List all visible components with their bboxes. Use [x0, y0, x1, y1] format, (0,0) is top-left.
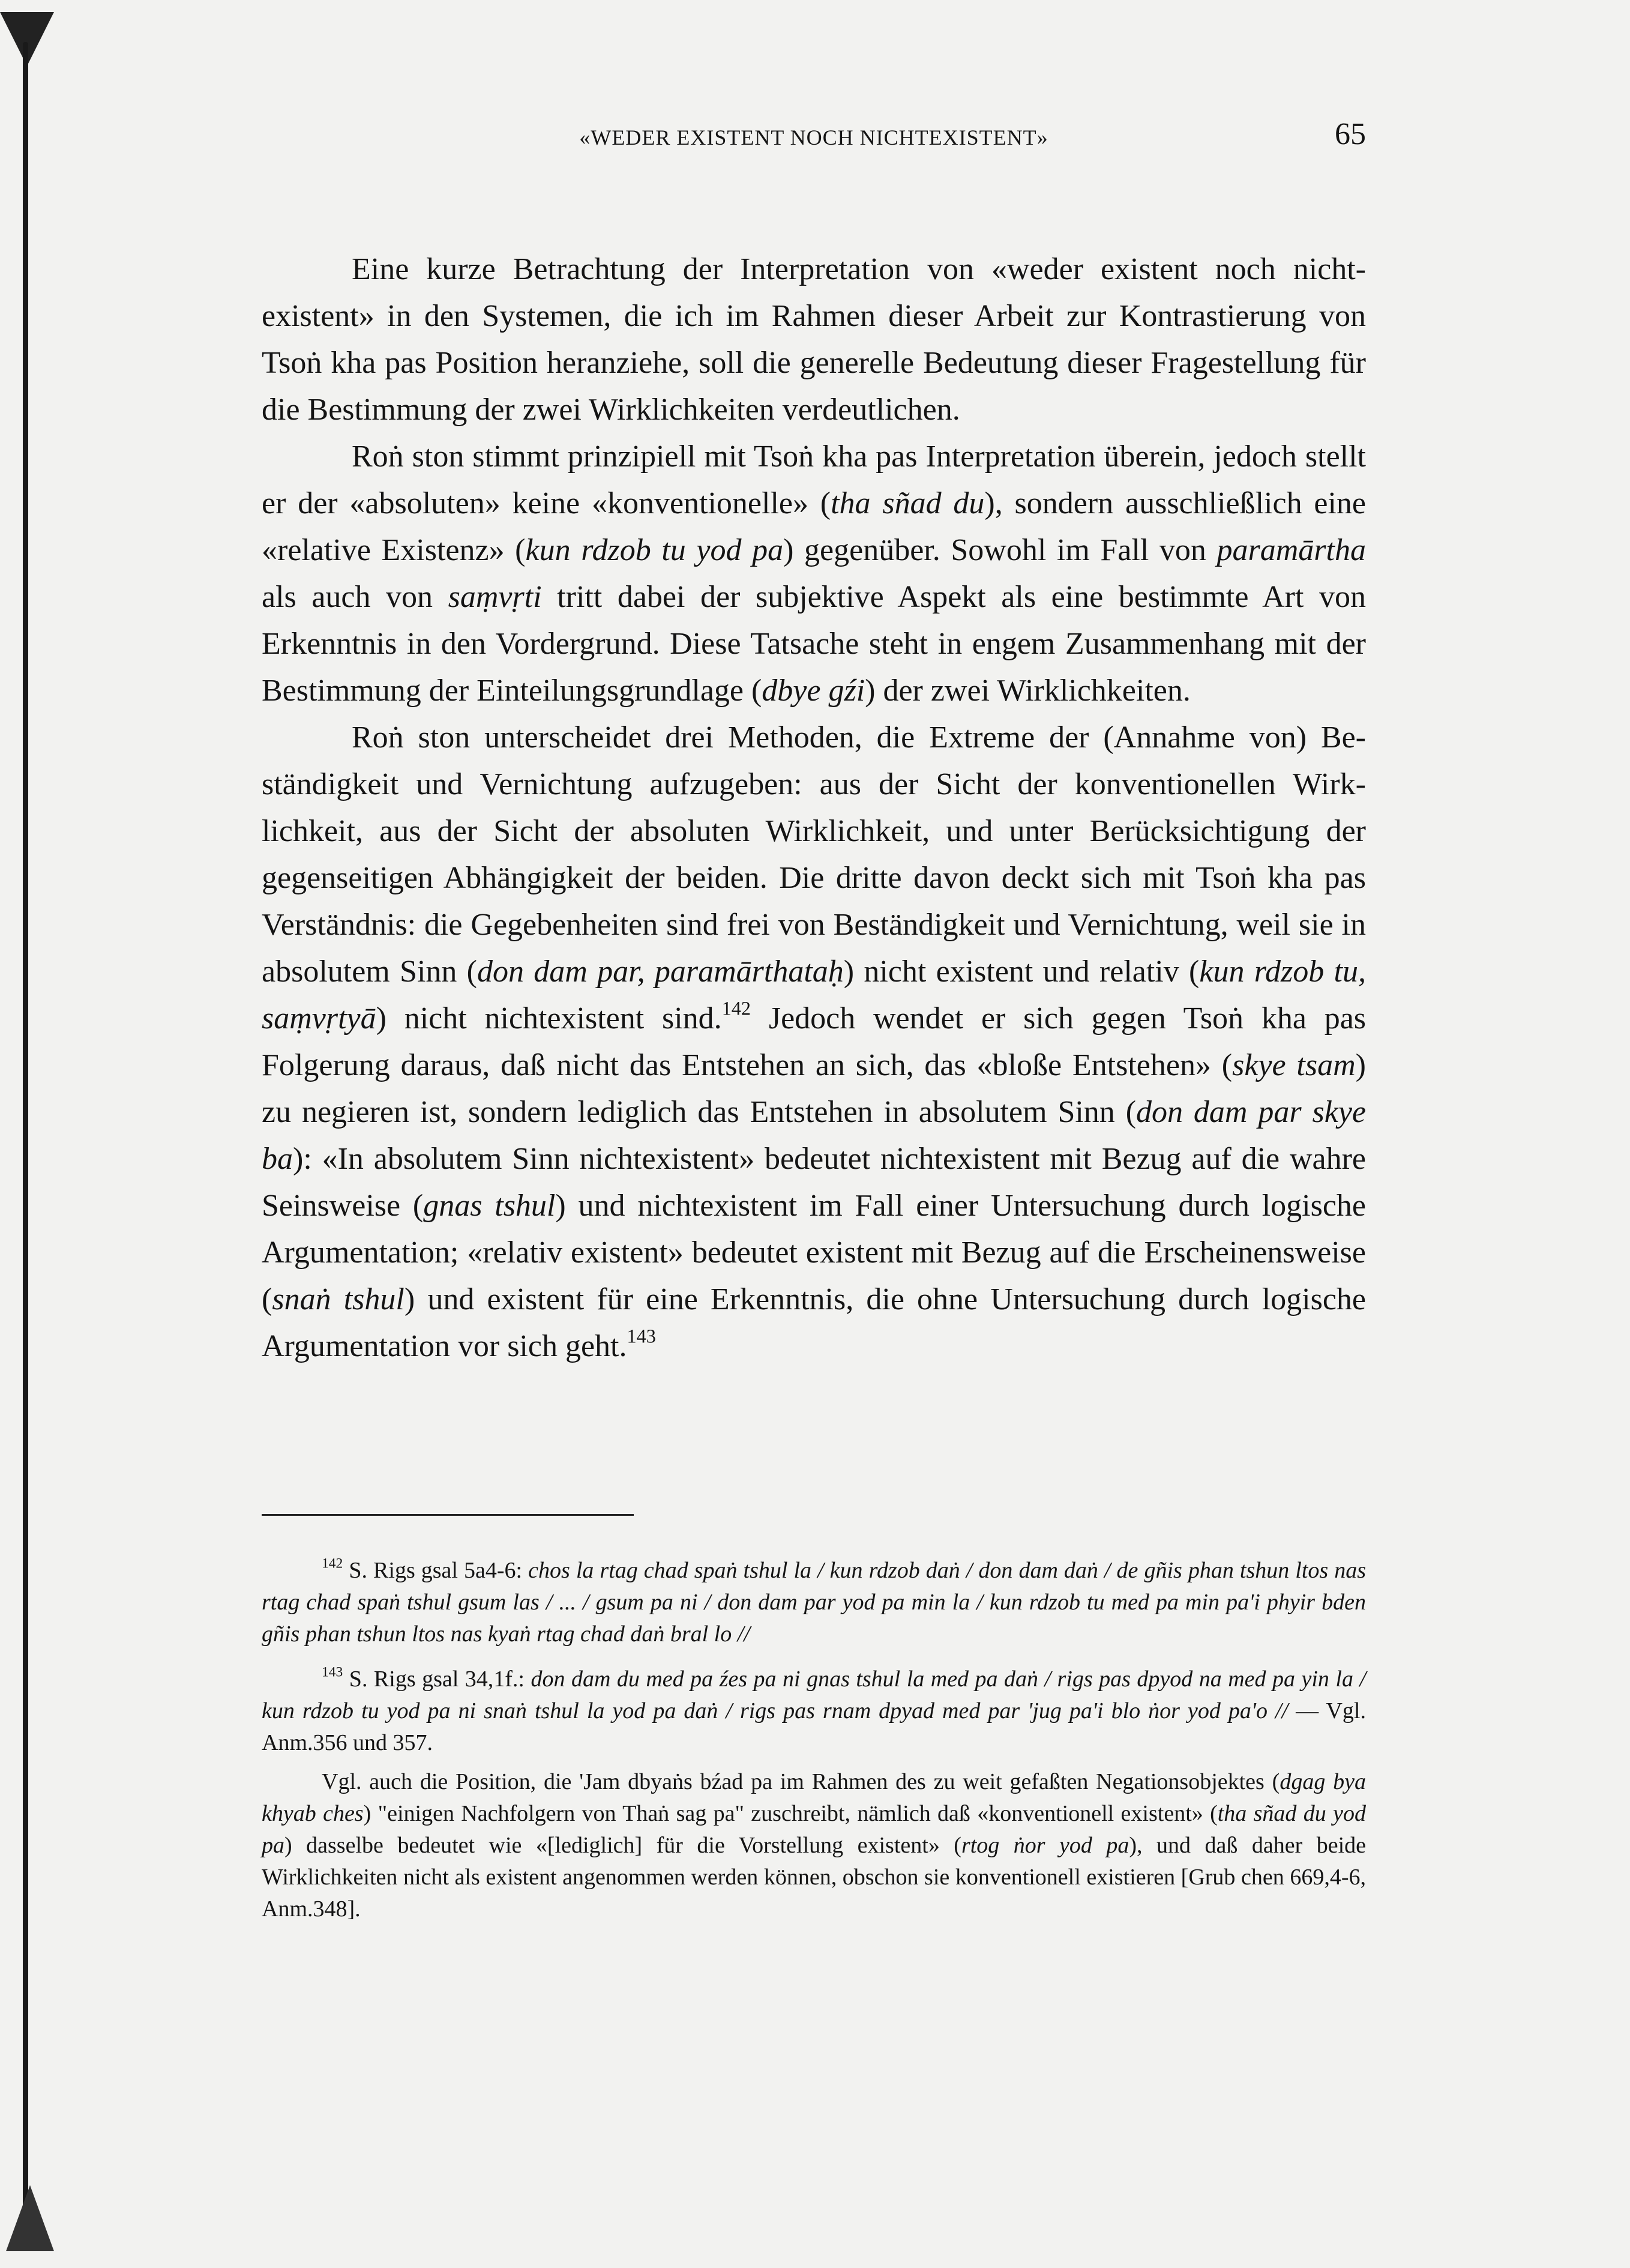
- tibetan-quote: don dam du med pa źes pa ni gnas tshul la med pa daṅ / rigs pas dpyod na med pa yin la / kun rdzob tu yod pa ni snaṅ tshul la yod pa daṅ / rigs pas rnam dpyad med par 'jug pa'i blo ṅor yod pa'o //: [262, 1666, 1366, 1724]
- text-run: — Vgl. Anm.356 und 357.: [262, 1698, 1366, 1755]
- footnote-ref-143[interactable]: 143: [627, 1325, 656, 1347]
- text-run: ) der zwei Wirklichkeiten.: [865, 674, 1191, 708]
- text-run: S. Rigs gsal 34,1f.:: [343, 1666, 531, 1692]
- text-run: ) nicht existent und relativ (: [843, 955, 1200, 989]
- text-run: ): «In absolutem Sinn nichtexistent» bedeutet nichtexistent mit Bezug auf die wahre Seinsweise (: [262, 1142, 1366, 1223]
- text-run: tritt dabei der subjektive Aspekt als eine bestimmte Art von Erkenntnis in den Vordergrund. Diese Tatsache steht in engem Zusammenhang mit der Bestimmung der Einteilungsgrundlage (: [262, 580, 1366, 708]
- footnote-separator: [262, 1514, 634, 1516]
- text-run: Jedoch wendet er sich gegen Tsoṅ kha pas Folgerung daraus, daß nicht das Entstehen an sich, das «bloße Entstehen» (: [262, 1001, 1367, 1082]
- text-run: ) dasselbe bedeutet wie «[lediglich] für die Vorstellung existent» (: [284, 1833, 961, 1858]
- term-italic: saṃvṛti: [448, 580, 542, 614]
- page-header: [262, 117, 1366, 156]
- term-italic: rtog ṅor yod pa: [961, 1833, 1129, 1858]
- term-italic: tha sñad du yod pa: [262, 1801, 1366, 1858]
- text-run: Roṅ ston unterscheidet drei Methoden, die Extreme der (Annahme von) Beständigkeit und Vernichtung aufzugeben: aus der Sicht der konventionellen Wirklichkeit, aus der Sicht der absoluten Wirklichkeit, und unter Berücksichtigung der gegenseitigen Abhängigkeit der beiden. Die dritte davon deckt sich mit Tsoṅ kha pas Verständnis: die Gegebenheiten sind frei von Beständigkeit und Vernichtung, weil sie in absolutem Sinn (: [262, 720, 1366, 989]
- running-title: «WEDER EXISTENT NOCH NICHTEXISTENT»: [579, 125, 1048, 149]
- term-italic: don dam par, paramārthataḥ: [477, 955, 844, 989]
- term-italic: paramārtha: [1216, 533, 1366, 567]
- footnote-143-continuation: [262, 1766, 1366, 1925]
- paragraph-1: [262, 246, 1366, 433]
- term-italic: gnas tshul: [423, 1189, 556, 1223]
- text-run: ), und daß daher beide Wirklichkeiten nicht als existent angenommen werden können, obschon sie konventionell existieren [Grub chen 669,4-6, Anm.348].: [262, 1833, 1366, 1922]
- spine-line: [23, 42, 28, 2227]
- footnote-ref-142[interactable]: 142: [721, 997, 751, 1019]
- term-italic: dgag bya khyab ches: [262, 1769, 1366, 1826]
- paragraph-3: [262, 714, 1366, 1370]
- text-run: ) und nichtexistent im Fall einer Untersuchung durch logische Argumentation; «relativ existent» bedeutet existent mit Bezug auf die Erscheinensweise (: [262, 1189, 1366, 1316]
- text-run: ) und existent für eine Erkenntnis, die ohne Untersuchung durch logische Argumentation vor sich geht.: [262, 1282, 1367, 1363]
- term-italic: tha sñad du: [831, 486, 985, 520]
- footnote-143: [262, 1663, 1366, 1759]
- text-run: ), sondern ausschließlich eine «relative Existenz» (: [262, 486, 1366, 567]
- footnote-number: 142: [322, 1555, 343, 1572]
- text-run: S. Rigs gsal 5a4-6:: [343, 1558, 529, 1583]
- tibetan-quote: chos la rtag chad spaṅ tshul la / kun rdzob daṅ / don dam daṅ / de gñis phan tshun ltos nas rtag chad spaṅ tshul gsum las / ... / gsum pa ni / don dam par yod pa min la / kun rdzob tu med pa min pa'i phyir bden gñis phan tshun ltos nas kyaṅ rtag chad daṅ bral lo //: [262, 1558, 1366, 1647]
- footnote-number: 143: [322, 1664, 343, 1680]
- main-text: [262, 246, 1366, 1370]
- term-italic: kun rdzob tu yod pa: [525, 533, 784, 567]
- page-number: 65: [1335, 117, 1366, 151]
- paragraph-2: [262, 433, 1366, 714]
- text-run: Eine kurze Betrachtung der Interpretation von «weder existent noch nichtexistent» in den Systemen, die ich im Rahmen dieser Arbeit zur Kontrastierung von Tsoṅ kha pas Position heranziehe, soll die generelle Bedeutung dieser Fragestellung für die Bestimmung der zwei Wirklichkeiten verdeutlichen.: [262, 252, 1366, 427]
- term-italic: kun rdzob tu, saṃvṛtyā: [262, 955, 1366, 1036]
- text-run: ) zu negieren ist, sondern lediglich das Entstehen in absolutem Sinn (: [262, 1048, 1366, 1129]
- footnotes: [262, 1555, 1366, 1938]
- term-italic: snaṅ tshul: [272, 1282, 404, 1316]
- text-run: Roṅ ston stimmt prinzipiell mit Tsoṅ kha pas Interpretation überein, jedoch stellt er der «absoluten» keine «konventionelle» (: [262, 439, 1366, 520]
- term-italic: dbye gźi: [762, 674, 865, 708]
- text-run: ) "einigen Nachfolgern von Thaṅ sag pa" zuschreibt, nämlich daß «konventionell existent» (: [363, 1801, 1218, 1826]
- text-run: ) gegenüber. Sowohl im Fall von: [783, 533, 1217, 567]
- term-italic: skye tsam: [1232, 1048, 1356, 1082]
- term-italic: don dam par skye ba: [262, 1095, 1366, 1176]
- spine-bottom-mark: [6, 2185, 54, 2251]
- footnote-142: [262, 1555, 1366, 1650]
- text-run: ) nicht nichtexistent sind.: [376, 1001, 722, 1036]
- book-spine-shadow: [0, 0, 72, 2268]
- text-run: als auch von: [262, 580, 448, 614]
- text-run: Vgl. auch die Position, die 'Jam dbyaṅs bźad pa im Rahmen des zu weit gefaßten Negationsobjektes (: [322, 1769, 1280, 1794]
